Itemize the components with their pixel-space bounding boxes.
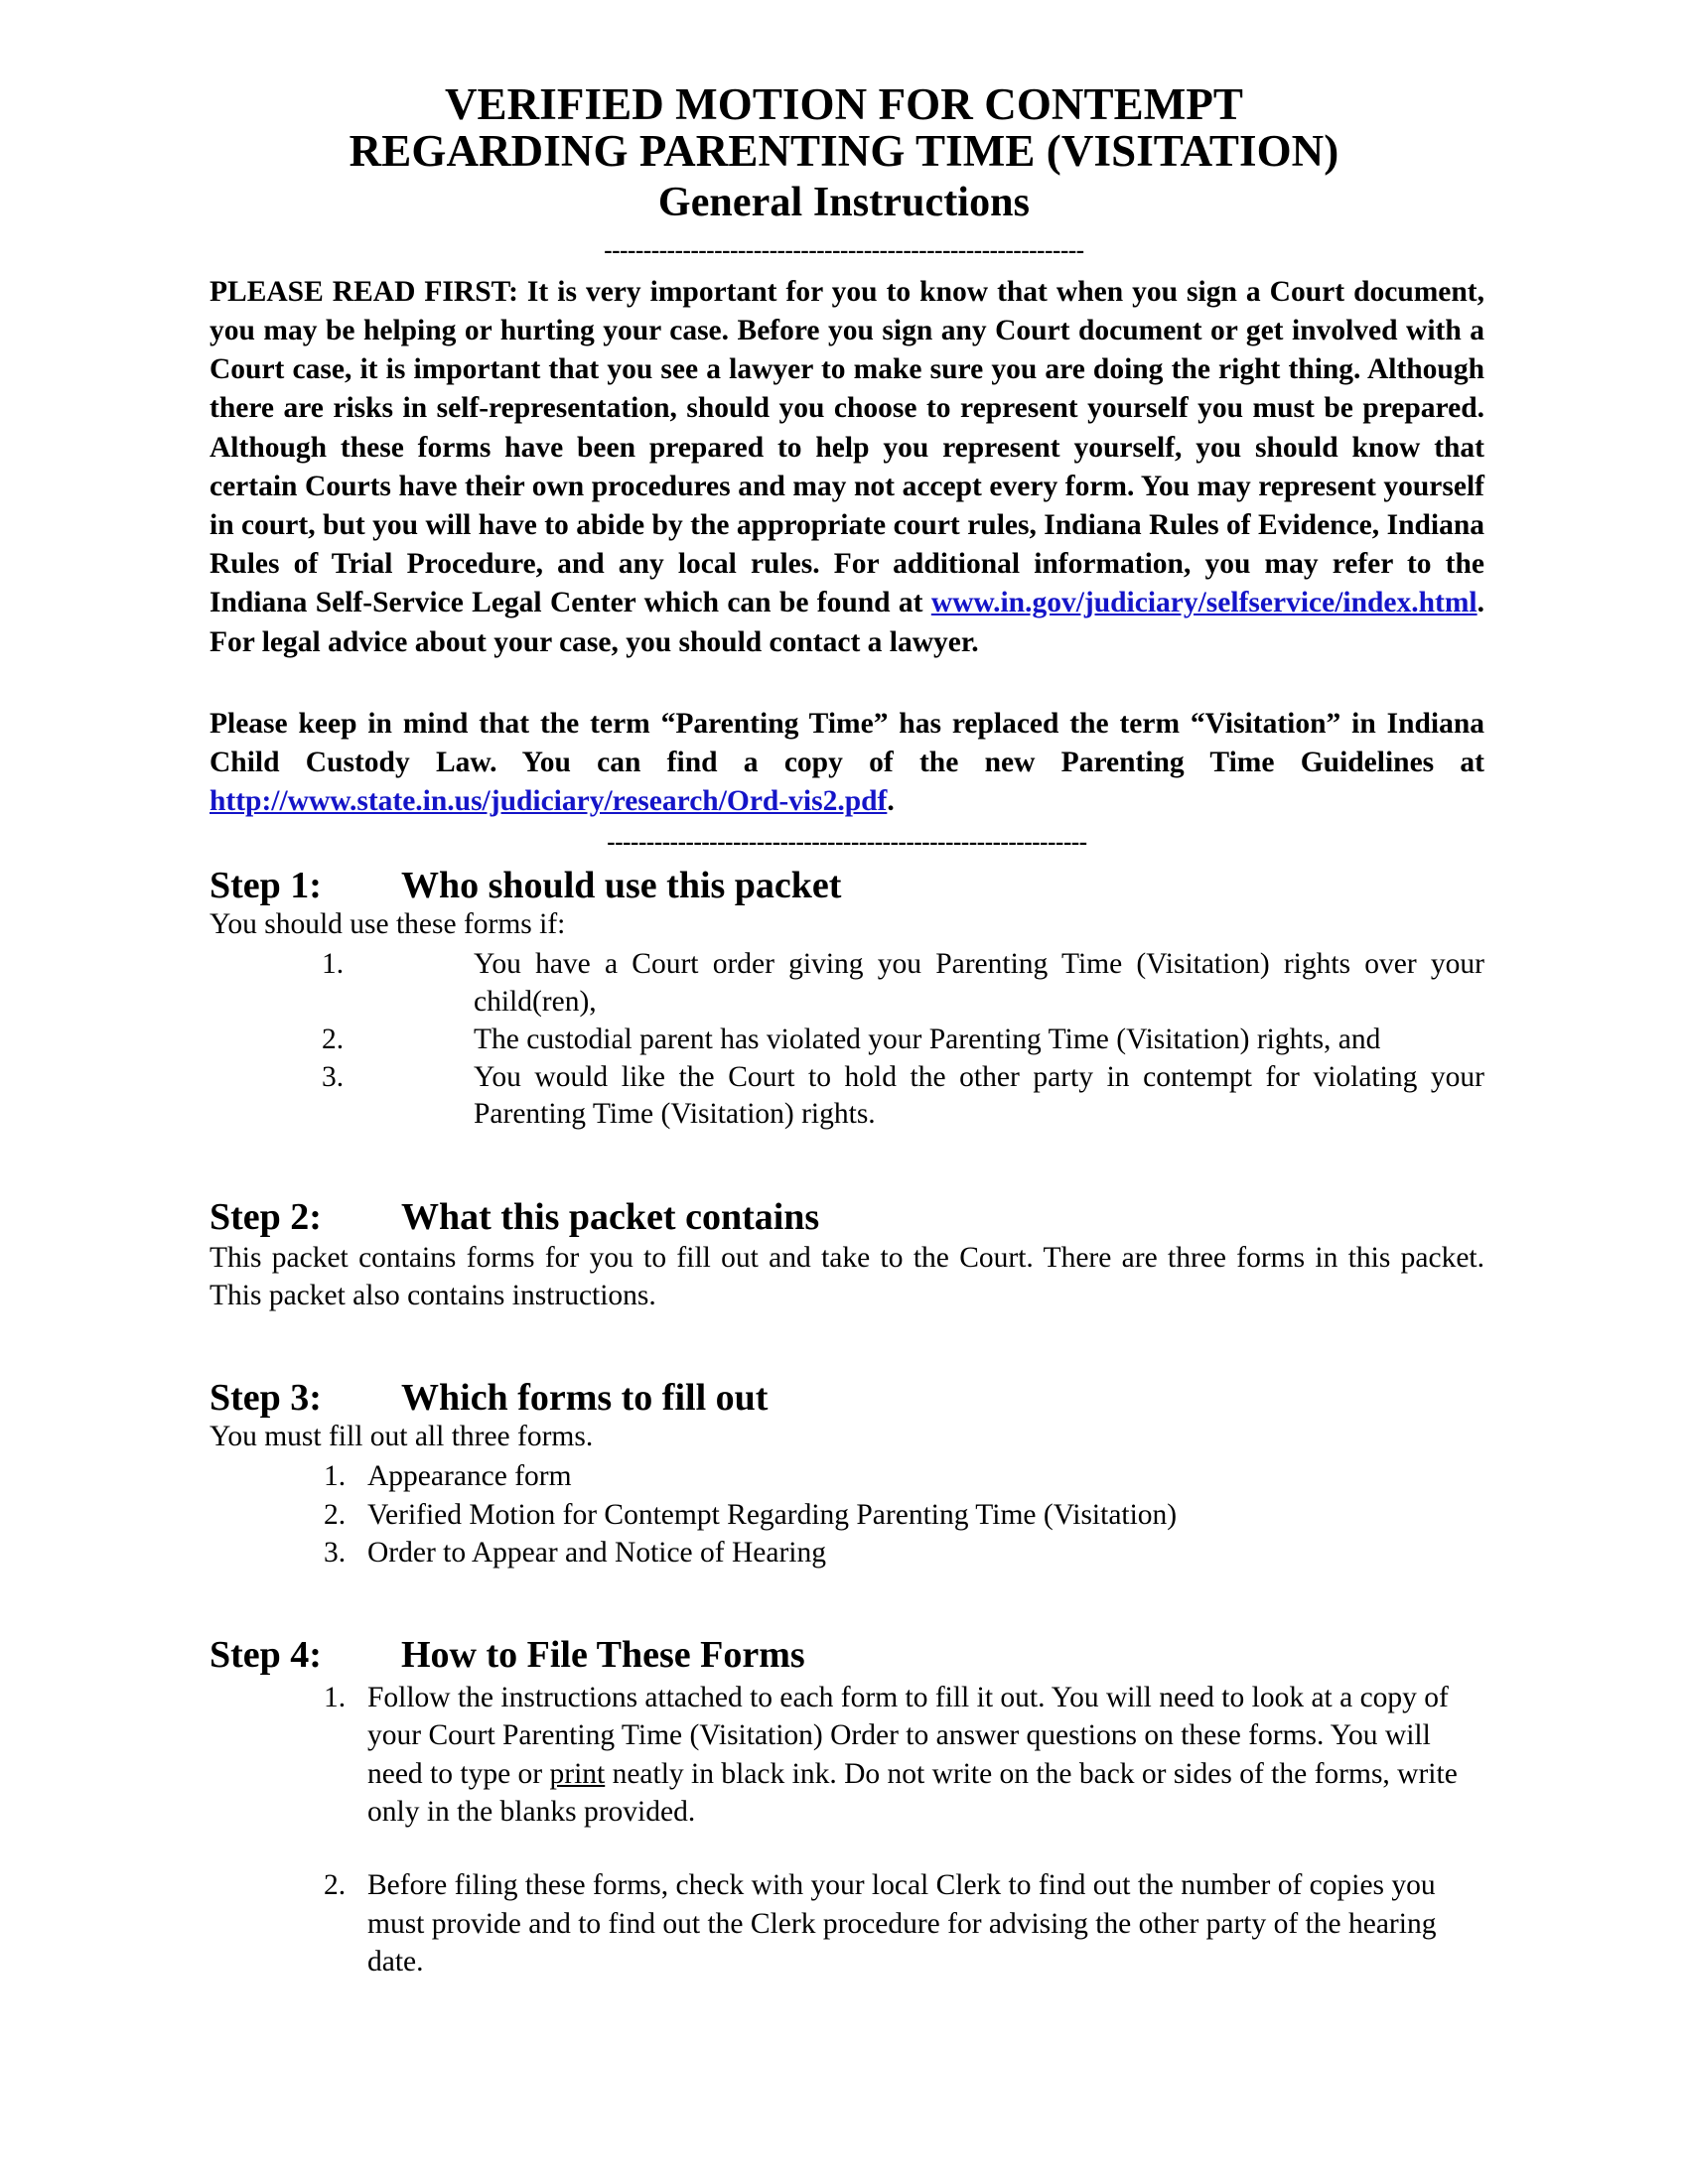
list-item-number: 3. (322, 1060, 345, 1093)
list-item-text: The custodial parent has violated your Parenting Time (Visitation) rights, and (474, 1023, 1381, 1055)
self-service-legal-center-link[interactable]: www.in.gov/judiciary/selfservice/index.html (930, 587, 1477, 619)
list-item-number: 2. (322, 1023, 345, 1055)
step-4-heading (210, 1634, 1484, 1677)
intro-paragraph-2-text-before-link: Please keep in mind that the term “Parenting Time” has replaced the term “Visitation” in Indiana Child Custody Law. You can find a copy of the new Parenting Time Guidelines at (210, 707, 1484, 779)
step-2-title: What this packet contains (401, 1196, 820, 1239)
list-item (324, 1457, 1484, 1495)
intro-paragraph-1-text-before-link: PLEASE READ FIRST: It is very important for you to know that when you sign a Court document, you may be helping or hurting your case. Before you sign any Court document or get involved with a Court case, it is important that you see a lawyer to make sure you are doing the right thing. Although there are risks in self-representation, should you choose to represent yourself you must be prepared. Although these forms have been prepared to help you represent yourself, you should know that certain Courts have their own procedures and may not accept every form. You may represent yourself in court, but you will have to abide by the appropriate court rules, Indiana Rules of Evidence, Indiana Rules of Trial Procedure, and any local rules. For additional information, you may refer to the Indiana Self-Service Legal Center which can be found at (210, 275, 1484, 619)
step-1-lead: You should use these forms if: (210, 908, 566, 941)
intro-paragraph-1-text-after-link: . For legal advice about your case, you should contact a lawyer. (210, 587, 1484, 658)
step-3-list (210, 1457, 1484, 1571)
list-item (267, 1022, 1484, 1059)
step-3-label: Step 3: (210, 1376, 322, 1419)
intro-paragraph-2 (210, 705, 1484, 822)
list-item-text-after-underline: neatly in black ink. Do not write on the back or sides of the forms, write only in the blanks provided. (367, 1757, 1458, 1829)
intro-paragraph-1 (210, 273, 1484, 662)
list-item-number: 1. (322, 948, 345, 981)
document-body (204, 273, 1484, 1981)
list-item-text: You would like the Court to hold the other party in contempt for violating your Parenting Time (Visitation) rights. (474, 1060, 1484, 1131)
list-item-text: Appearance form (367, 1460, 572, 1493)
list-item-text-before-underline: Follow the instructions attached to each form to fill it out. You will need to look at a copy of your Court Parenting Time (Visitation) Order to answer questions on these forms. You will need to type or (367, 1682, 1449, 1790)
step-2-label: Step 2: (210, 1196, 322, 1239)
list-item (324, 1679, 1484, 1831)
step-1-title: Who should use this packet (401, 864, 842, 906)
list-item (324, 1496, 1484, 1534)
list-item (267, 946, 1484, 1022)
document-title-line-1: VERIFIED MOTION FOR CONTEMPT (444, 79, 1244, 129)
list-item-text: You have a Court order giving you Parenting Time (Visitation) rights over your child(ren), (474, 948, 1484, 1019)
list-item-text: Before filing these forms, check with your local Clerk to find out the number of copies you must provide and to find out the Clerk procedure for advising the other party of the hearing date. (367, 1869, 1437, 1979)
document-title-block (0, 0, 1688, 224)
list-item (324, 1866, 1484, 1980)
step-1-list (210, 946, 1484, 1134)
list-item-number: 2. (324, 1869, 347, 1902)
list-item (324, 1534, 1484, 1571)
step-3-lead: You must fill out all three forms. (210, 1421, 594, 1453)
list-item-number: 1. (324, 1460, 347, 1493)
list-item-text: Verified Motion for Contempt Regarding Parenting Time (Visitation) (367, 1498, 1178, 1531)
list-item (267, 1059, 1484, 1135)
list-item-number: 1. (324, 1682, 347, 1714)
step-3-title: Which forms to fill out (401, 1376, 769, 1419)
step-1-label: Step 1: (210, 864, 322, 906)
intro-paragraph-2-text-after-link: . (887, 785, 895, 818)
list-item-number: 2. (324, 1498, 347, 1531)
list-item-text: Order to Appear and Notice of Hearing (367, 1537, 826, 1570)
step-4-list (210, 1679, 1484, 1980)
underlined-word-print: print (549, 1757, 606, 1790)
list-item-number: 3. (324, 1537, 347, 1570)
step-4-label: Step 4: (210, 1634, 322, 1677)
document-subtitle: General Instructions (657, 179, 1031, 225)
separator-rule-top: ------------------------------------------------------------- (604, 237, 1084, 263)
step-2-heading (210, 1196, 1484, 1239)
list-item-text (367, 1679, 1484, 1831)
step-1-heading (210, 865, 1484, 907)
parenting-time-guidelines-link[interactable]: http://www.state.in.us/judiciary/research/Ord-vis2.pdf (210, 785, 888, 818)
step-3-heading (210, 1377, 1484, 1420)
document-title-line-2: REGARDING PARENTING TIME (VISITATION) (349, 126, 1339, 177)
separator-rule-middle: ------------------------------------------------------------- (607, 829, 1087, 855)
step-2-paragraph: This packet contains forms for you to fill out and take to the Court. There are three forms in this packet. This packet also contains instructions. (210, 1241, 1484, 1311)
step-4-title: How to File These Forms (401, 1634, 805, 1677)
